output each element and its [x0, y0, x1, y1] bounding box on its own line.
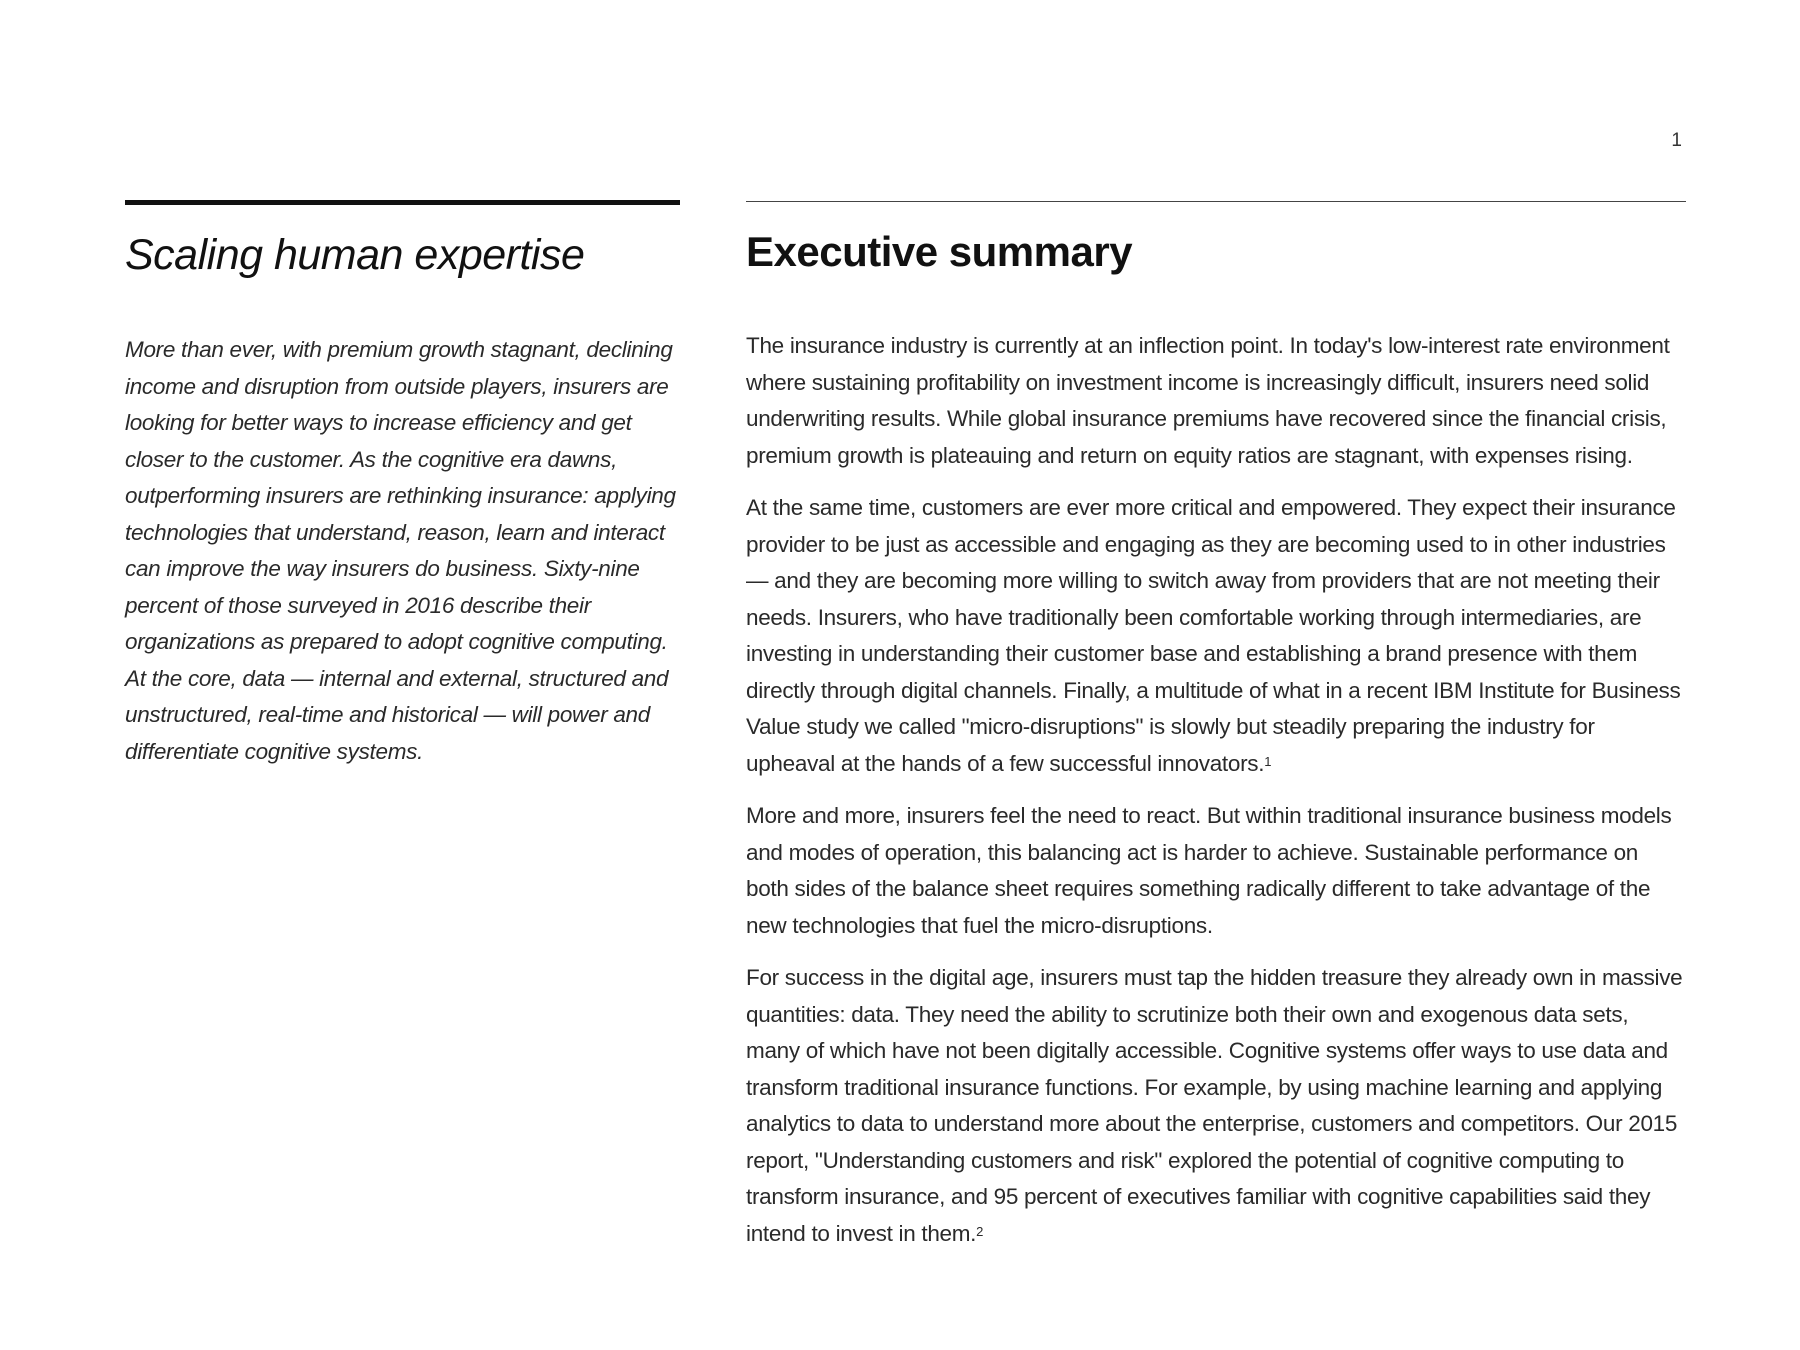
paragraph-text: At the same time, customers are ever more critical and empowered. They expect their insurance provider to be just as accessible and engaging as they are becoming used to in other industries — and they are becoming more willing to switch away from providers that are not meeting their needs. Insurers, who have traditionally been comfortable working through intermediaries, are investing in understanding their customer base and establishing a brand presence with them directly through digital channels. Finally, a multitude of what in a recent IBM Institute for Business Value study we called "micro-disruptions" is slowly but steadily preparing the industry for upheaval at the hands of a few successful innovators.	[746, 495, 1681, 776]
page-number: 1	[1671, 130, 1682, 151]
paragraph-text: More and more, insurers feel the need to react. But within traditional insurance business models and modes of operation, this balancing act is harder to achieve. Sustainable performance on both sides of the balance sheet requires something radically different to take advantage of the new technologies that fuel the micro-disruptions.	[746, 803, 1672, 938]
summary-paragraph	[746, 798, 1686, 944]
main-top-rule	[746, 201, 1686, 202]
paragraph-text: The insurance industry is currently at an inflection point. In today's low-interest rate environment where sustaining profitability on investment income is increasingly difficult, insurers need solid underwriting results. While global insurance premiums have recovered since the financial crisis, premium growth is plateauing and return on equity ratios are stagnant, with expenses rising.	[746, 333, 1670, 468]
main-column	[746, 200, 1686, 1268]
summary-paragraph	[746, 960, 1686, 1252]
sidebar-top-rule	[125, 200, 680, 205]
summary-paragraph	[746, 328, 1686, 474]
sidebar-column	[125, 200, 680, 770]
sidebar-intro: More than ever, with premium growth stagnant, declining income and disruption from outside players, insurers are looking for better ways to increase efficiency and get closer to the customer. As the cognitive era dawns, outperforming insurers are rethinking insurance: applying technologies that understand, reason, learn and interact can improve the way insurers do business. Sixty-nine percent of those surveyed in 2016 describe their organizations as prepared to adopt cognitive computing. At the core, data — internal and external, structured and unstructured, real-time and historical — will power and differentiate cognitive systems.	[125, 337, 676, 764]
page-title: Executive summary	[746, 228, 1133, 275]
footnote-marker[interactable]: 2	[976, 1223, 984, 1239]
sidebar-title: Scaling human expertise	[125, 231, 585, 279]
footnote-marker[interactable]: 1	[1264, 753, 1272, 769]
summary-body	[746, 328, 1686, 1252]
paragraph-text: For success in the digital age, insurers must tap the hidden treasure they already own in massive quantities: data. They need the ability to scrutinize both their own and exogenous data sets, many of which have not been digitally accessible. Cognitive systems offer ways to use data and transform traditional insurance functions. For example, by using machine learning and applying analytics to data to understand more about the enterprise, customers and competitors. Our 2015 report, "Understanding customers and risk" explored the potential of cognitive computing to transform insurance, and 95 percent of executives familiar with cognitive capabilities said they intend to invest in them.	[746, 965, 1683, 1246]
summary-paragraph	[746, 490, 1686, 782]
